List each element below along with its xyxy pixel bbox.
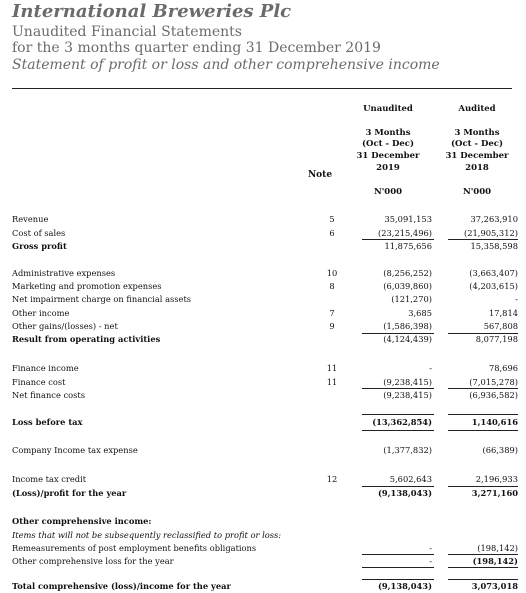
subtotal-rule — [362, 554, 434, 555]
row-label: Cost of sales — [12, 228, 66, 238]
row-label: Net finance costs — [12, 390, 85, 400]
row-value-2018: (3,663,407) — [469, 268, 518, 278]
row-value-2019: 11,875,656 — [384, 241, 432, 251]
subtotal-rule — [362, 579, 434, 580]
row-value-2019: (9,238,415) — [383, 377, 432, 387]
column-header-line: N'000 — [462, 186, 492, 197]
row-value-2018: 2,196,933 — [475, 474, 518, 484]
statement-row-income-tax-credit — [12, 473, 517, 485]
column-header-line: (Oct - Dec) — [362, 139, 414, 150]
statement-row-finance-income — [12, 362, 517, 374]
statement-row-gross-profit — [12, 240, 517, 252]
row-note: 6 — [329, 228, 335, 238]
row-note: 12 — [326, 474, 338, 484]
column-header-line: 3 Months — [365, 127, 411, 138]
column-header-line — [440, 116, 514, 128]
row-value-2019: (1,586,398) — [383, 321, 432, 331]
subtotal-rule — [448, 430, 518, 431]
row-value-2019: - — [429, 363, 432, 373]
subtotal-rule — [448, 333, 518, 334]
subtotal-rule — [448, 239, 518, 240]
row-label: Other comprehensive loss for the year — [12, 556, 174, 566]
row-note: 11 — [326, 363, 338, 373]
row-label: Other gains/(losses) - net — [12, 321, 118, 331]
row-value-2018: 78,696 — [488, 363, 518, 373]
subtotal-rule — [448, 486, 518, 487]
subtotal-rule — [362, 388, 434, 389]
statement-subtitle: Unaudited Financial Statements — [12, 24, 242, 40]
statement-row-profit-for-year — [12, 487, 517, 499]
row-value-2019: 3,685 — [408, 308, 432, 318]
row-value-2019: (9,138,043) — [377, 581, 432, 591]
row-value-2019: (1,377,832) — [383, 445, 432, 455]
row-value-2019: 5,602,643 — [389, 474, 432, 484]
column-header-line: (Oct - Dec) — [451, 139, 503, 150]
row-note: 11 — [326, 377, 338, 387]
row-value-2018: (6,936,582) — [469, 390, 518, 400]
row-value-2019: (121,270) — [391, 294, 432, 304]
statement-row-other-income — [12, 307, 517, 319]
column-header-line: 3 Months — [454, 127, 500, 138]
column-header-audited — [440, 104, 514, 198]
row-note: 5 — [329, 214, 335, 224]
row-label: Finance income — [12, 363, 79, 373]
row-value-2019: (13,362,854) — [372, 417, 432, 427]
subtotal-rule — [448, 388, 518, 389]
column-header-line: Unaudited — [363, 104, 413, 114]
subtotal-rule — [448, 414, 518, 415]
row-value-2018: (4,203,615) — [469, 281, 518, 291]
row-label: Gross profit — [12, 241, 67, 251]
statement-row-finance-cost — [12, 376, 517, 388]
row-value-2019: - — [429, 556, 432, 566]
subtotal-rule — [362, 430, 434, 431]
row-value-2018: 15,358,598 — [470, 241, 518, 251]
row-label: Income tax credit — [12, 474, 87, 484]
statement-row-operating-result — [12, 333, 517, 345]
subtotal-rule — [448, 567, 518, 568]
row-label: Finance cost — [12, 377, 66, 387]
statement-row-other-gains — [12, 320, 517, 332]
column-header-line: 2019 — [376, 162, 400, 173]
row-value-2018: 8,077,198 — [475, 334, 518, 344]
row-value-2018: 1,140,616 — [471, 417, 518, 427]
row-label: Total comprehensive (loss)/income for the year — [12, 581, 231, 591]
column-header-line: 31 December — [356, 151, 420, 162]
statement-row-admin-expenses — [12, 267, 517, 279]
row-value-2018: (21,905,312) — [464, 228, 518, 238]
statement-row-income-tax-expense — [12, 444, 517, 456]
column-header-line: 31 December — [445, 151, 509, 162]
column-header-line: N'000 — [373, 186, 403, 197]
row-label: Net impairment charge on financial assets — [12, 294, 192, 304]
company-name: International Breweries Plc — [12, 1, 292, 22]
header-divider — [12, 88, 512, 89]
row-value-2018: 37,263,910 — [470, 214, 518, 224]
row-value-2018: 567,808 — [483, 321, 518, 331]
row-value-2019: (9,138,043) — [377, 488, 432, 498]
subtotal-rule — [448, 579, 518, 580]
column-header-note: Note — [307, 170, 333, 180]
column-header-line: Audited — [458, 104, 496, 114]
row-note: 9 — [329, 321, 335, 331]
row-value-2018: (198,142) — [472, 556, 518, 566]
row-label: Items that will not be subsequently reclassified to profit or loss: — [12, 530, 282, 540]
row-note: 8 — [329, 281, 335, 291]
row-value-2018: (7,015,278) — [469, 377, 518, 387]
row-label: Marketing and promotion expenses — [12, 281, 162, 291]
statement-row-remeasurements — [12, 542, 517, 554]
statement-row-impairment — [12, 293, 517, 305]
row-value-2019: (9,238,415) — [383, 390, 432, 400]
row-label: Other income — [12, 308, 70, 318]
statement-period: for the 3 months quarter ending 31 December 2019 — [12, 40, 381, 56]
row-label: (Loss)/profit for the year — [12, 488, 127, 498]
row-note: 10 — [326, 268, 338, 278]
row-value-2018: 3,271,160 — [471, 488, 518, 498]
row-label: Other comprehensive income: — [12, 516, 152, 526]
subtotal-rule — [448, 554, 518, 555]
subtotal-rule — [362, 333, 434, 334]
row-label: Remeasurements of post employment benefits obligations — [12, 543, 257, 553]
statement-row-oci-subheading — [12, 529, 517, 541]
statement-row-oci-loss — [12, 555, 517, 567]
row-value-2019: (6,039,860) — [383, 281, 432, 291]
column-header-unaudited — [350, 104, 426, 198]
row-value-2019: 35,091,153 — [384, 214, 432, 224]
column-header-line — [350, 116, 426, 128]
column-header-line — [350, 175, 426, 187]
row-label: Company Income tax expense — [12, 445, 138, 455]
statement-row-net-finance-costs — [12, 389, 517, 401]
statement-row-loss-before-tax — [12, 416, 517, 428]
statement-title: Statement of profit or loss and other comprehensive income — [12, 57, 440, 73]
row-value-2018: (198,142) — [477, 543, 518, 553]
row-value-2019: (8,256,252) — [383, 268, 432, 278]
row-label: Revenue — [12, 214, 49, 224]
row-value-2019: - — [429, 543, 432, 553]
column-header-line: 2018 — [465, 162, 489, 173]
row-label: Result from operating activities — [12, 334, 161, 344]
statement-row-marketing-expenses — [12, 280, 517, 292]
statement-row-total-comprehensive — [12, 580, 517, 592]
row-value-2018: 17,814 — [488, 308, 518, 318]
subtotal-rule — [362, 486, 434, 487]
row-value-2018: - — [515, 294, 518, 304]
row-label: Loss before tax — [12, 417, 83, 427]
row-value-2018: (66,389) — [482, 445, 518, 455]
subtotal-rule — [362, 414, 434, 415]
row-value-2019: (23,215,496) — [378, 228, 432, 238]
statement-row-revenue — [12, 213, 517, 225]
column-header-line — [440, 175, 514, 187]
row-label: Administrative expenses — [12, 268, 116, 278]
row-value-2018: 3,073,018 — [471, 581, 518, 591]
row-value-2019: (4,124,439) — [383, 334, 432, 344]
subtotal-rule — [362, 239, 434, 240]
statement-row-cost-of-sales — [12, 227, 517, 239]
statement-row-oci-heading — [12, 515, 517, 527]
row-note: 7 — [329, 308, 335, 318]
subtotal-rule — [362, 567, 434, 568]
